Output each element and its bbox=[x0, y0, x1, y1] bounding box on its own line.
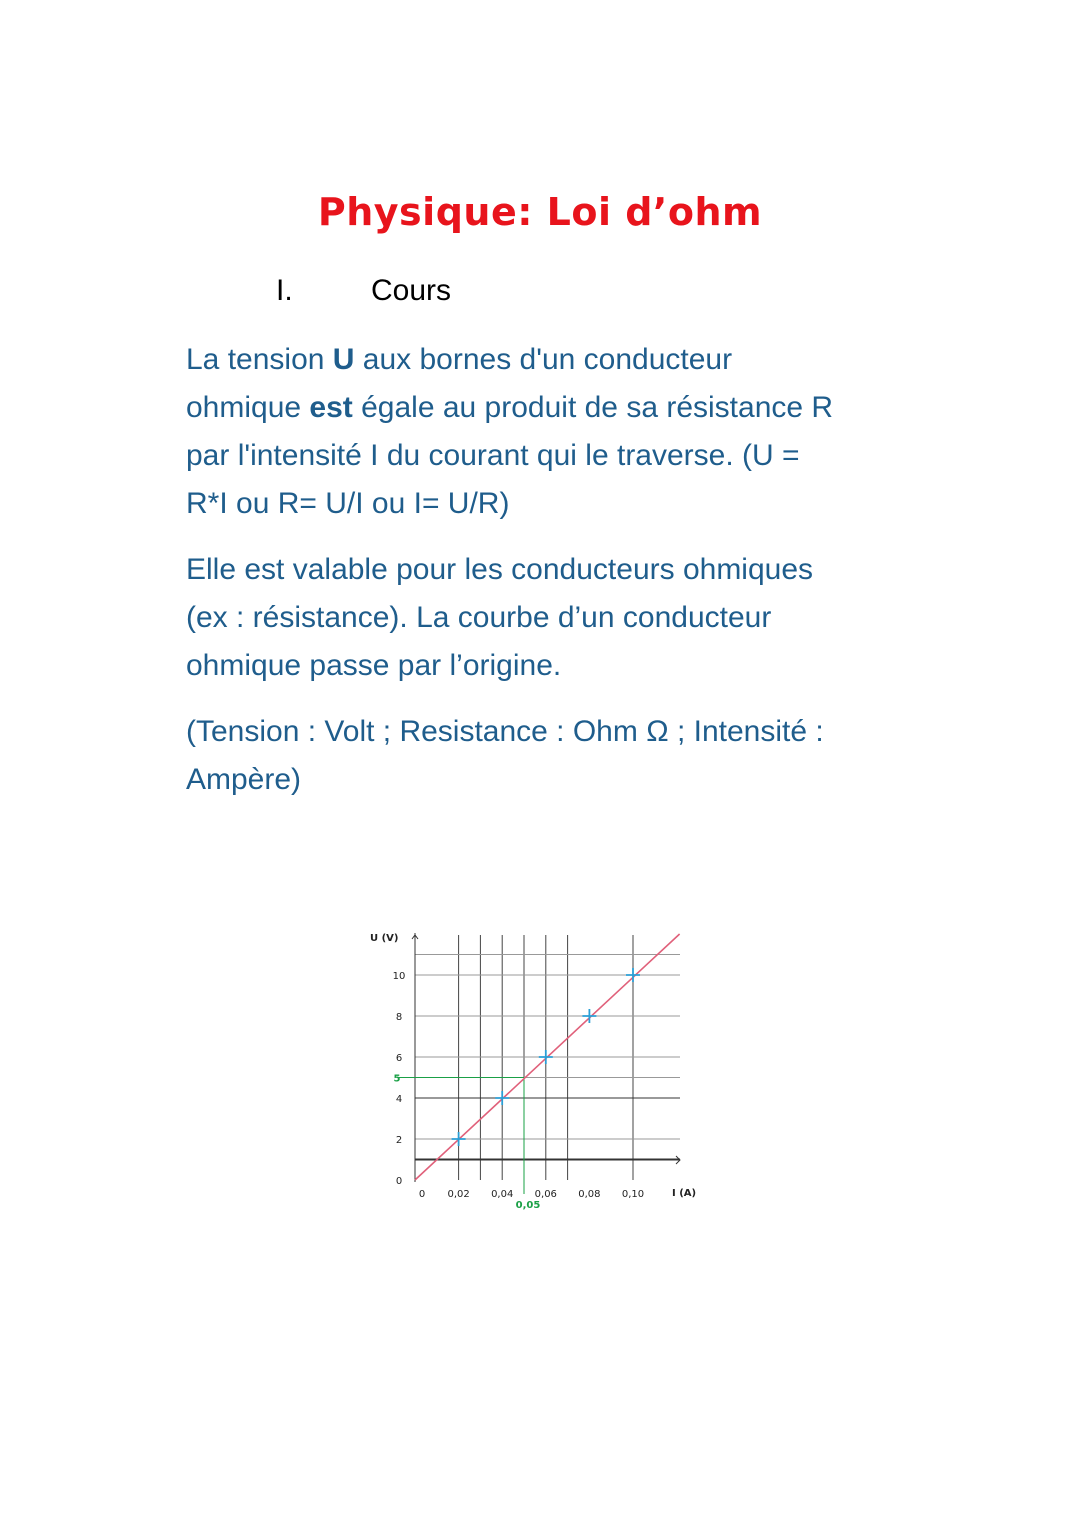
paragraph-line: (ex : résistance). La courbe d’un conducteur bbox=[186, 601, 772, 634]
x-tick-label: 0 bbox=[418, 1189, 426, 1200]
annotation-x-label: 0,05 bbox=[515, 1200, 541, 1211]
text-run: ohmique bbox=[186, 391, 310, 424]
x-axis-label: I (A) bbox=[672, 1188, 697, 1199]
bold-term: est bbox=[309, 391, 353, 424]
paragraph-line: ohmique passe par l’origine. bbox=[186, 649, 562, 682]
text-run: aux bornes d'un conducteur bbox=[354, 343, 733, 376]
paragraph-line: R*I ou R= U/I ou I= U/R) bbox=[186, 487, 510, 520]
page-title: Physique: Loi d’ohm bbox=[317, 190, 763, 234]
paragraph-line: par l'intensité I du courant qui le traverse. (U = bbox=[186, 439, 800, 472]
y-tick-label: 0 bbox=[395, 1176, 403, 1187]
paragraph-line: Elle est valable pour les conducteurs ohmiques bbox=[186, 553, 814, 586]
y-tick-label: 2 bbox=[395, 1135, 403, 1146]
y-tick-label: 6 bbox=[395, 1053, 403, 1064]
text-run: égale au produit de sa résistance R bbox=[352, 391, 834, 424]
text-run: La tension bbox=[186, 343, 333, 376]
annotation-y-label: 5 bbox=[393, 1073, 401, 1085]
x-tick-label: 0,04 bbox=[491, 1189, 514, 1200]
paragraph-line: (Tension : Volt ; Resistance : Ohm Ω ; Intensité : bbox=[186, 715, 824, 748]
y-tick-label: 8 bbox=[395, 1012, 403, 1023]
bold-term: U bbox=[332, 343, 355, 376]
paragraph-line: Ampère) bbox=[186, 763, 302, 796]
x-tick-label: 0,10 bbox=[621, 1189, 645, 1200]
x-tick-label: 0,08 bbox=[578, 1189, 601, 1200]
data-point bbox=[626, 968, 640, 982]
data-point bbox=[582, 1009, 596, 1023]
x-tick-label: 0,02 bbox=[447, 1189, 470, 1200]
y-axis-label: U (V) bbox=[370, 933, 399, 944]
y-tick-label: 10 bbox=[392, 971, 406, 982]
section-number: I. bbox=[276, 274, 293, 307]
y-tick-label: 4 bbox=[395, 1094, 403, 1105]
x-tick-label: 0,06 bbox=[534, 1189, 557, 1200]
section-title: Cours bbox=[371, 274, 452, 307]
